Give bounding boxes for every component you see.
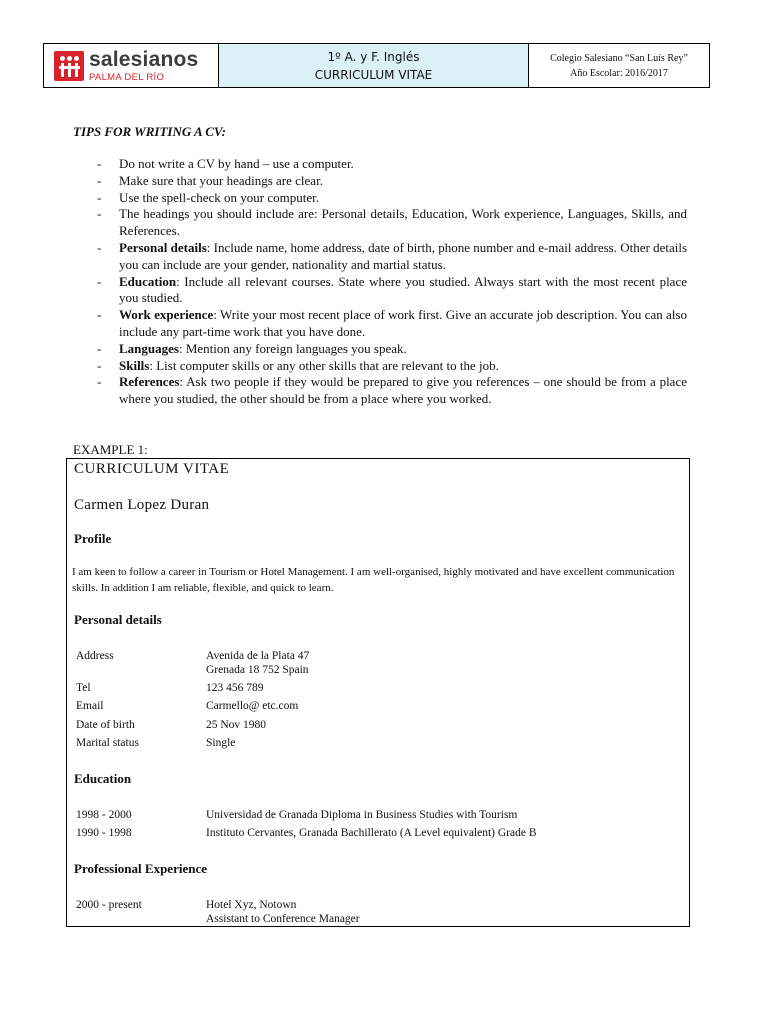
course-label: 1º A. y F. Inglés	[327, 49, 420, 64]
school-logo	[44, 44, 219, 87]
list-item: - Skills: List computer skills or any other skills that are relevant to the job.	[97, 357, 499, 373]
personal-label: Marital status	[76, 737, 139, 749]
personal-value: 25 Nov 1980	[206, 719, 267, 731]
personal-label: Tel	[76, 682, 91, 694]
personal-value: 123 456 789	[206, 682, 264, 694]
logo-subtitle: PALMA DEL RÍO	[89, 71, 165, 83]
profile-text: I am keen to follow a career in Tourism or Hotel Management. I am well-organised, highly motivated and have excellent communication skills. In addition I am reliable, flexible, and quick to learn.	[72, 566, 675, 594]
tips-title: TIPS FOR WRITING A CV:	[73, 124, 226, 139]
example-label: EXAMPLE 1:	[73, 442, 148, 457]
personal-value: Grenada 18 752 Spain	[206, 664, 309, 676]
personal-label: Email	[76, 700, 104, 712]
experience-place: Hotel Xyz, Notown	[206, 899, 297, 911]
personal-details-heading: Personal details	[74, 612, 162, 627]
list-item: - Education: Include all relevant courses. State where you studied. Always start with the most recent place you studied.	[97, 273, 687, 306]
cv-name: Carmen Lopez Duran	[74, 497, 210, 513]
personal-label: Address	[76, 650, 114, 662]
personal-value: Avenida de la Plata 47	[206, 650, 310, 662]
profile-heading: Profile	[74, 531, 112, 546]
cv-title: CURRICULUM VITAE	[74, 461, 230, 477]
logo-name: salesianos	[89, 47, 199, 71]
list-item: - References: Ask two people if they would be prepared to give you references – one should be from a place where you studied, the other should be from a place where you worked.	[97, 374, 687, 407]
school-year: Año Escolar: 2016/2017	[570, 67, 668, 79]
salesianos-logo-icon	[54, 51, 84, 81]
experience-role: Assistant to Conference Manager	[206, 913, 360, 925]
list-item: - Use the spell-check on your computer.	[97, 189, 319, 205]
personal-value: Single	[206, 737, 236, 749]
education-years: 1998 - 2000	[76, 809, 132, 821]
list-item: - Make sure that your headings are clear.	[97, 172, 323, 188]
experience-years: 2000 - present	[76, 899, 142, 911]
subject-label: CURRICULUM VITAE	[314, 67, 433, 82]
list-item: - Do not write a CV by hand – use a computer.	[97, 156, 354, 171]
list-item: - Languages: Mention any foreign languages you speak.	[97, 340, 407, 356]
list-item: - Personal details: Include name, home address, date of birth, phone number and e-mail address. Other details you can include are your gender, nationality and martial status.	[97, 239, 688, 272]
cv-example-box	[66, 458, 690, 927]
personal-label: Date of birth	[76, 719, 135, 731]
education-heading: Education	[74, 771, 132, 786]
personal-value: Carmello@ etc.com	[206, 700, 299, 712]
header-school-cell	[529, 44, 709, 87]
document-header	[43, 43, 710, 88]
education-desc: Instituto Cervantes, Granada Bachillerato (A Level equivalent) Grade B	[206, 827, 537, 839]
tips-list	[97, 156, 687, 408]
list-item: - The headings you should include are: Personal details, Education, Work experience, Languages, Skills, and References.	[97, 206, 687, 239]
education-years: 1990 - 1998	[76, 827, 132, 839]
education-desc: Universidad de Granada Diploma in Business Studies with Tourism	[206, 809, 518, 821]
experience-heading: Professional Experience	[74, 861, 207, 876]
header-title-cell	[219, 44, 529, 87]
list-item: - Work experience: Write your most recent place of work first. Give an accurate job description. You can also include any part-time work that you have done.	[97, 307, 688, 339]
school-name: Colegio Salesiano “San Luís Rey”	[550, 52, 688, 64]
